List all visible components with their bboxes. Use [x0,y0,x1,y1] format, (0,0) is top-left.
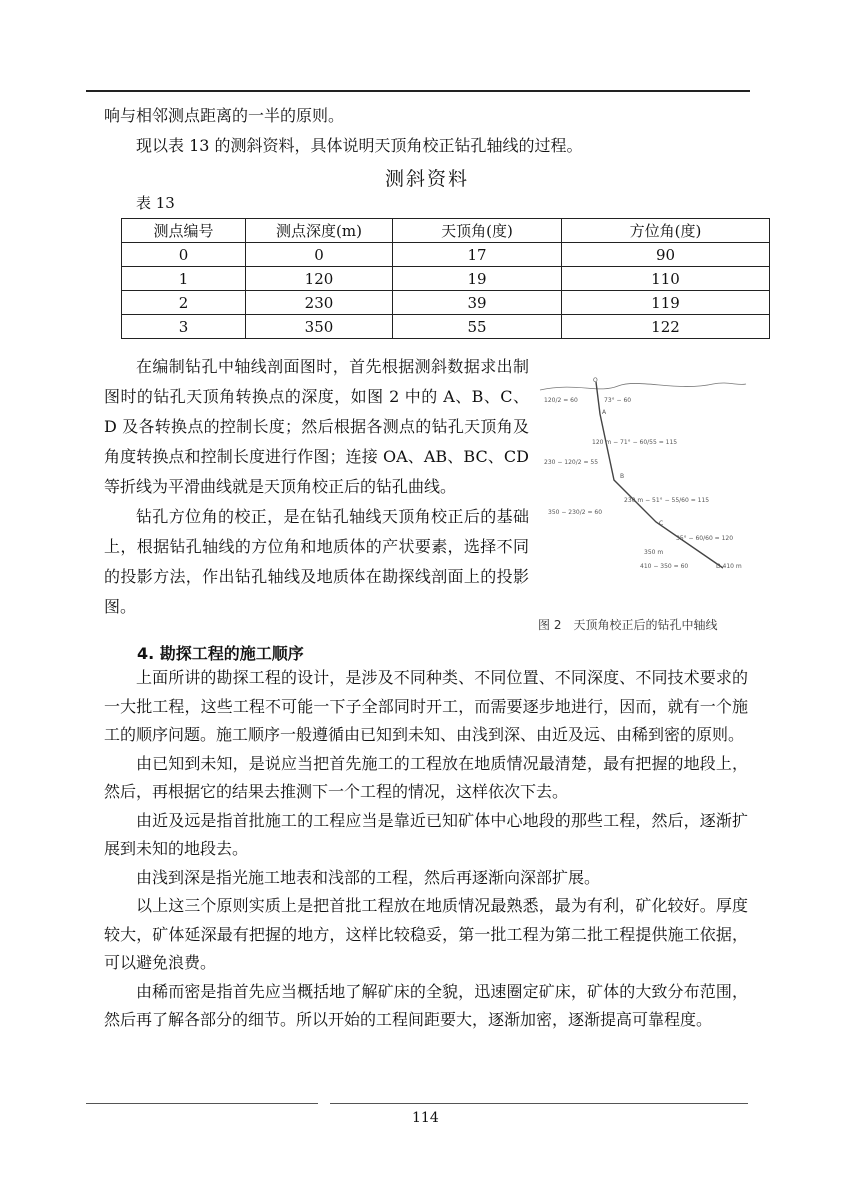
paragraph: 以上这三个原则实质上是把首批工程放在地质情况最熟悉，最为有利，矿化较好。厚度较大，矿体延深最有把握的地方，这样比较稳妥，第一批工程为第二批工程提供施工依据，可以避免浪费。 [104,896,748,972]
point-label-a: A [602,409,607,416]
section-heading: 4. 勘探工程的施工顺序 [137,644,304,663]
table-cell: 19 [393,267,562,291]
figure-note: 350 m [644,549,664,556]
table-cell: 2 [122,291,246,315]
paragraph: 由近及远是指首批施工的工程应当是靠近已知矿体中心地段的那些工程，然后，逐渐扩展到未知的地段去。 [104,810,748,858]
table-header-cell: 方位角(度) [562,219,770,243]
table-cell: 39 [393,291,562,315]
table-row [122,315,770,339]
table-label: 表 13 [136,194,175,212]
figure-note: 120 m − 71° − 60/55 = 115 [592,439,678,446]
paragraph: 钻孔方位角的校正，是在钻孔轴线天顶角校正后的基础上，根据钻孔轴线的方位角和地质体的产状要素，选择不同的投影方法，作出钻孔轴线及地质体在勘探线剖面上的投影图。 [104,507,529,616]
figure-note: 120/2 = 60 [544,397,578,404]
paragraph: 由已知到未知，是说应当把首先施工的工程放在地质情况最清楚，最有把握的地段上，然后，再根据它的结果去推测下一个工程的情况，这样依次下去。 [104,753,748,801]
intro-line-2: 现以表 13 的测斜资料，具体说明天顶角校正钻孔轴线的过程。 [136,136,583,155]
section-body [104,664,748,1035]
paragraph: 上面所讲的勘探工程的设计，是涉及不同种类、不同位置、不同深度、不同技术要求的一大批工程，这些工程不可能一下子全部同时开工，而需要逐步地进行，因而，就有一个施工的顺序问题。施工顺序一般遵循由已知到未知、由浅到深、由近及远、由稀到密的原则。 [104,668,748,744]
table-title: 测斜资料 [385,168,470,190]
table-row [122,291,770,315]
header-rule [86,90,750,92]
table-row [122,243,770,267]
table-cell: 1 [122,267,246,291]
figure-note: 35° − 60/60 = 120 [676,535,734,542]
table-header-cell: 天顶角(度) [393,219,562,243]
table-cell: 55 [393,315,562,339]
table-cell: 119 [562,291,770,315]
table-row [122,267,770,291]
footer-rule [86,1103,318,1104]
point-label-c: C [659,520,664,527]
table-cell: 90 [562,243,770,267]
paragraph: 在编制钻孔中轴线剖面图时，首先根据测斜数据求出制图时的钻孔天顶角转换点的深度，如图 2 中的 A、B、C、D 及各转换点的控制长度；然后根据各测点的钻孔天顶角及角度转换点和控制长度进行作图；连接 OA、AB、BC、CD 等折线为平滑曲线就是天顶角校正后的钻孔曲线。 [104,357,529,496]
intro-line-1: 响与相邻测点距离的一半的原则。 [104,106,345,125]
table-cell: 0 [122,243,246,267]
table-cell: 110 [562,267,770,291]
point-label-d: D 410 m [716,563,742,570]
figure-note: 350 − 230/2 = 60 [548,509,603,516]
figure-note: 73° − 60 [604,397,632,404]
table-cell: 17 [393,243,562,267]
table-header-row [122,219,770,243]
figure-note: 230 m − 51° − 55/60 = 115 [624,497,710,504]
table-header-cell: 测点编号 [122,219,246,243]
figure-caption: 图 2 天顶角校正后的钻孔中轴线 [538,618,718,632]
survey-table [121,218,770,339]
table-cell: 120 [246,267,393,291]
borehole-axis-figure [538,372,748,602]
page-number: 114 [412,1110,439,1126]
table-cell: 0 [246,243,393,267]
table-header-cell: 测点深度(m) [246,219,393,243]
table-cell: 230 [246,291,393,315]
point-label-b: B [620,473,625,480]
table-cell: 122 [562,315,770,339]
wrapped-text [104,352,529,622]
ground-surface-line [540,383,746,390]
figure-note: 230 − 120/2 = 55 [544,459,599,466]
paragraph: 由浅到深是指光施工地表和浅部的工程，然后再逐渐向深部扩展。 [136,867,601,887]
table-cell: 3 [122,315,246,339]
table-cell: 350 [246,315,393,339]
footer-rule [330,1103,748,1104]
point-label-o: O [593,377,598,384]
paragraph: 由稀而密是指首先应当概括地了解矿床的全貌，迅速圈定矿床，矿体的大致分布范围，然后再了解各部分的细节。所以开始的工程间距要大，逐渐加密，逐渐提高可靠程度。 [104,981,748,1029]
figure-note: 410 − 350 = 60 [640,563,689,570]
